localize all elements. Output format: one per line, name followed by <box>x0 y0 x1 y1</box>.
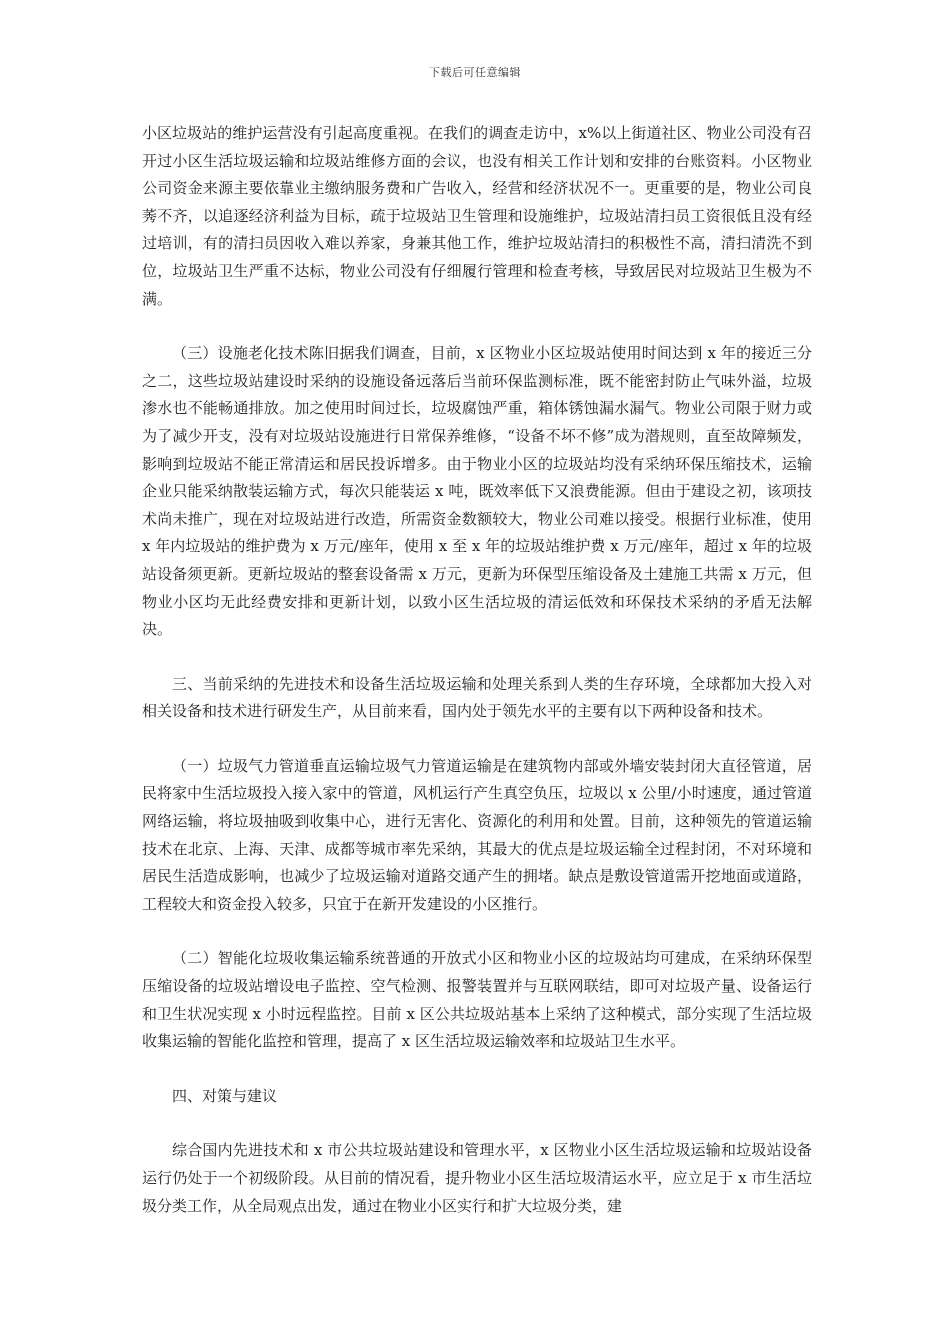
paragraph-1: 小区垃圾站的维护运营没有引起高度重视。在我们的调查走访中，x%以上街道社区、物业公司没有召开过小区生活垃圾运输和垃圾站维修方面的会议，也没有相关工作计划和安排的台账资料。小区物业公司资金来源主要依靠业主缴纳服务费和广告收入，经营和经济状况不一。更重要的是，物业公司良莠不齐，以追逐经济利益为目标，疏于垃圾站卫生管理和设施维护，垃圾站清扫员工资很低且没有经过培训，有的清扫员因收入难以养家，身兼其他工作，维护垃圾站清扫的积极性不高，清扫清洗不到位，垃圾站卫生严重不达标，物业公司没有仔细履行管理和检查考核，导致居民对垃圾站卫生极为不满。 <box>142 124 812 308</box>
paragraph-5: （二）智能化垃圾收集运输系统普通的开放式小区和物业小区的垃圾站均可建成，在采纳环保型压缩设备的垃圾站增设电子监控、空气检测、报警装置并与互联网联结，即可对垃圾产量、设备运行和卫生状况实现 x 小时远程监控。目前 x 区公共垃圾站基本上采纳了这种模式，部分实现了生活垃圾收集运输的智能化监控和管理，提高了 x 区生活垃圾运输效率和垃圾站卫生水平。 <box>142 949 812 1051</box>
document-body <box>142 120 812 1220</box>
page-header: 下载后可任意编辑 <box>429 66 521 79</box>
paragraph-2: （三）设施老化技术陈旧据我们调查，目前，x 区物业小区垃圾站使用时间达到 x 年的接近三分之二，这些垃圾站建设时采纳的设施设备远落后当前环保监测标准，既不能密封防止气味外溢，垃圾渗水也不能畅通排放。加之使用时间过长，垃圾腐蚀严重，箱体锈蚀漏水漏气。物业公司限于财力或为了减少开支，没有对垃圾站设施进行日常保养维修，“设备不坏不修”成为潜规则，直至故障频发，影响到垃圾站不能正常清运和居民投诉增多。由于物业小区的垃圾站均没有采纳环保压缩技术，运输企业只能采纳散装运输方式，每次只能装运 x 吨，既效率低下又浪费能源。但由于建设之初，该项技术尚未推广，现在对垃圾站进行改造，所需资金数额较大，物业公司难以接受。根据行业标准，使用 x 年内垃圾站的维护费为 x 万元/座年，使用 x 至 x 年的垃圾站维护费 x 万元/座年，超过 x 年的垃圾站设备须更新。更新垃圾站的整套设备需 x 万元，更新为环保型压缩设备及土建施工共需 x 万元，但物业小区均无此经费安排和更新计划，以致小区生活垃圾的清运低效和环保技术采纳的矛盾无法解决。 <box>142 344 812 639</box>
paragraph-7: 综合国内先进技术和 x 市公共垃圾站建设和管理水平，x 区物业小区生活垃圾运输和垃圾站设备运行仍处于一个初级阶段。从目前的情况看，提升物业小区生活垃圾清运水平，应立足于 x 市生活垃圾分类工作，从全局观点出发，通过在物业小区实行和扩大垃圾分类，建 <box>142 1141 812 1215</box>
paragraph-4: （一）垃圾气力管道垂直运输垃圾气力管道运输是在建筑物内部或外墙安装封闭大直径管道，居民将家中生活垃圾投入接入家中的管道，风机运行产生真空负压，垃圾以 x 公里/小时速度，通过管道网络运输，将垃圾抽吸到收集中心，进行无害化、资源化的利用和处置。目前，这种领先的管道运输技术在北京、上海、天津、成都等城市率先采纳，其最大的优点是垃圾运输全过程封闭，不对环境和居民生活造成影响，也减少了垃圾运输对道路交通产生的拥堵。缺点是敷设管道需开挖地面或道路，工程较大和资金投入较多，只宜于在新开发建设的小区推行。 <box>142 756 812 913</box>
section-heading: 四、对策与建议 <box>172 1086 278 1105</box>
paragraph-3: 三、当前采纳的先进技术和设备生活垃圾运输和处理关系到人类的生存环境，全球都加大投入对相关设备和技术进行研发生产，从目前来看，国内处于领先水平的主要有以下两种设备和技术。 <box>142 674 812 721</box>
